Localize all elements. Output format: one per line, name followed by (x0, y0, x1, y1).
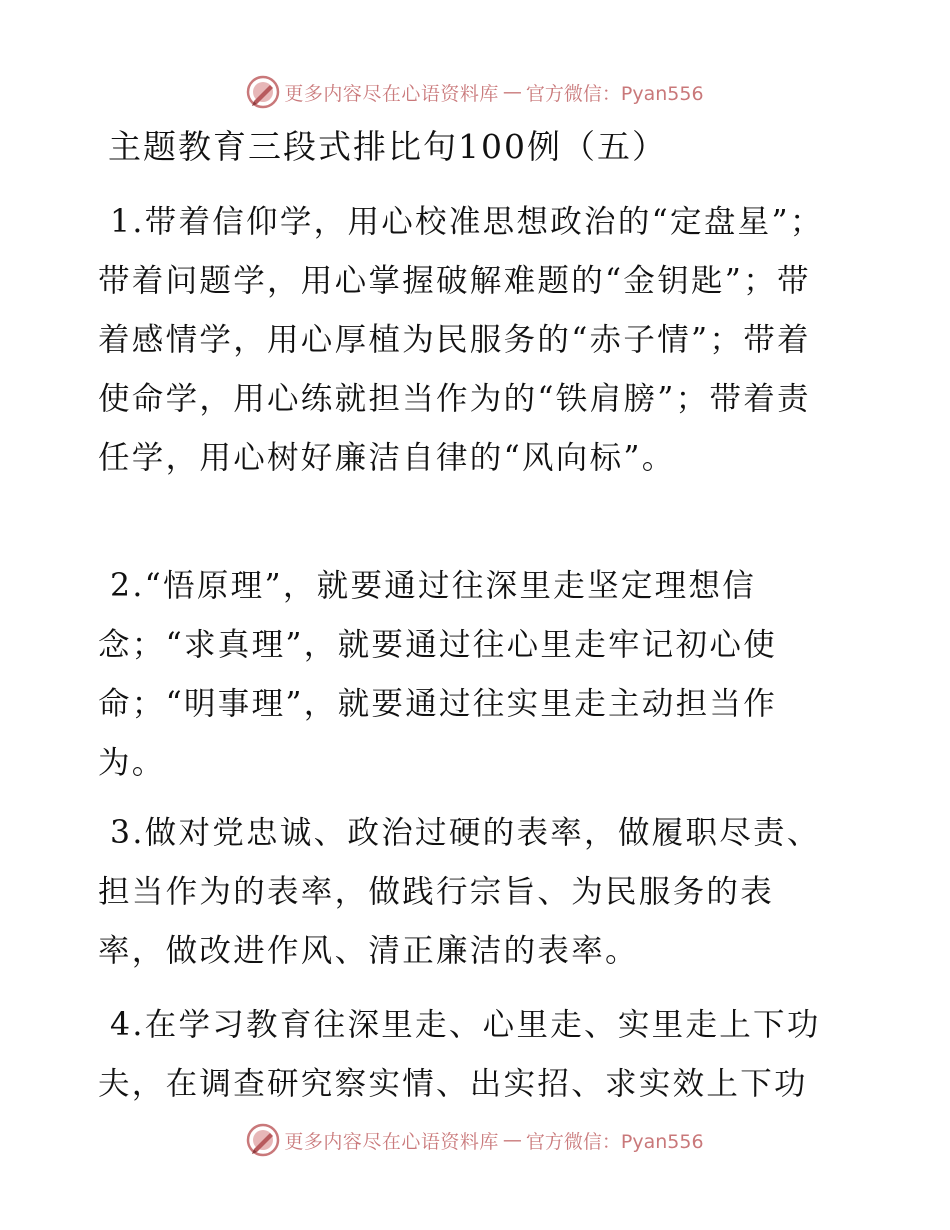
watermark-account: 官方微信：Pyan556 (525, 82, 704, 105)
pen-logo-icon (246, 1123, 280, 1157)
header-watermark (0, 72, 950, 112)
paragraph-2: 2.“悟原理”，就要通过往深里走坚定理想信​念；“求真理”，就要通过往心里走牢记初心使命；“明事理”，就要通过往实里走主动担当作为。 (98, 568, 778, 781)
pen-logo-icon (246, 75, 280, 109)
paragraph-3: 3.做对党忠诚、政治过硬的表率，做履职尽责、担当作为的表率，做践行宗旨、为民服务的表率，做改进作风、清正廉洁的表率。 (98, 815, 821, 969)
watermark-brand: 更多内容尽在心语资料库 (284, 1130, 499, 1153)
paragraph-4: 4.在学习教育往深里走、心里走、实里走上下功夫，在调查研究察实情、出实招、求实效上下功 (98, 1007, 821, 1102)
watermark-separator: — (502, 81, 522, 103)
watermark-brand: 更多内容尽在心语资料库 (284, 82, 499, 105)
watermark-separator: — (502, 1129, 522, 1151)
watermark-account: 官方微信：Pyan556 (525, 1130, 704, 1153)
paragraph-1: 1.带着信仰学，用心校准思想政治的“定盘​星”；带着问题学，用心掌握破解难题的“金钥匙”；带着感情学，用心厚植为民服务的“赤子情”；带着使命学，用心练就担当作为的“铁肩膀”；带着责任学，用心树好廉洁自律的“风向标”。 (98, 204, 824, 476)
footer-watermark (0, 1120, 950, 1160)
page-title: 主题教育三段式排比句100例（五） (108, 127, 667, 166)
